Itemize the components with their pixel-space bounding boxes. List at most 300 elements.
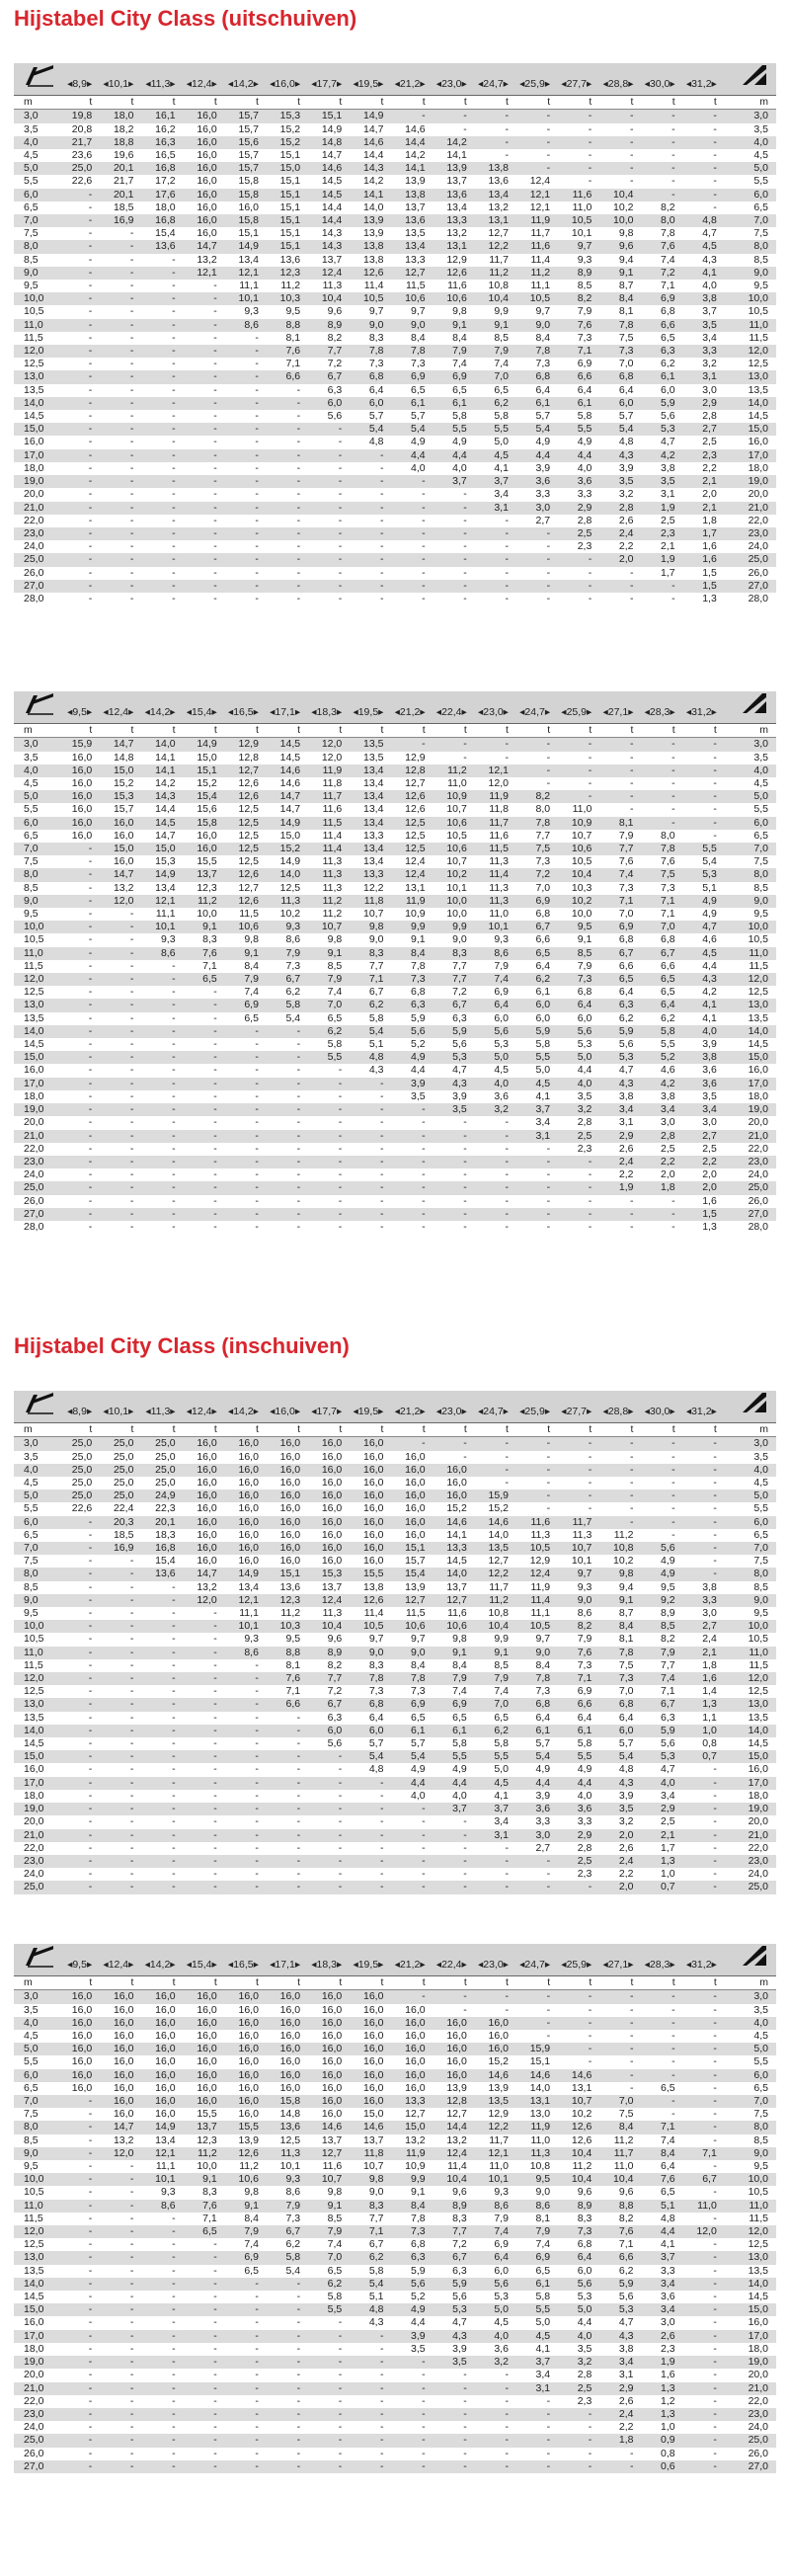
capacity-cell: 11,8: [303, 777, 345, 790]
capacity-cell: 16,0: [303, 1502, 345, 1515]
column-header: ◂17,7▸: [303, 63, 345, 96]
capacity-cell: 12,1: [136, 2147, 178, 2160]
capacity-cell: 5,8: [553, 410, 594, 423]
table-row: [14, 1620, 776, 1633]
arrow-right-icon: ▸: [670, 706, 675, 718]
capacity-cell: -: [512, 540, 553, 553]
radius-cell: 3,0: [14, 110, 53, 123]
capacity-cell: -: [636, 2017, 677, 2030]
capacity-cell: 8,4: [429, 1659, 470, 1672]
capacity-cell: 11,5: [386, 280, 428, 292]
capacity-cell: 11,3: [303, 882, 345, 895]
capacity-cell: 16,0: [136, 2108, 178, 2121]
radius-cell: 8,0: [720, 2121, 776, 2133]
arrow-left-icon: ◂: [270, 1959, 276, 1971]
capacity-cell: 16,9: [95, 214, 136, 227]
capacity-cell: 22,6: [53, 175, 95, 188]
capacity-cell: 15,1: [303, 110, 345, 123]
capacity-cell: -: [220, 1868, 262, 1881]
capacity-cell: 8,9: [553, 267, 594, 280]
capacity-cell: 15,8: [220, 189, 262, 201]
radius-cell: 8,0: [720, 868, 776, 881]
capacity-cell: 11,3: [303, 868, 345, 881]
radius-cell: 23,0: [14, 1156, 53, 1168]
arrow-left-icon: ◂: [311, 706, 317, 718]
capacity-cell: 1,8: [636, 1181, 677, 1194]
capacity-cell: -: [136, 1815, 178, 1828]
capacity-cell: -: [636, 790, 677, 803]
capacity-cell: 1,2: [636, 2395, 677, 2408]
capacity-cell: 5,0: [512, 1064, 553, 1077]
capacity-cell: -: [386, 1156, 428, 1168]
capacity-cell: -: [136, 2408, 178, 2421]
capacity-cell: 2,1: [678, 475, 720, 488]
capacity-cell: 16,0: [95, 2004, 136, 2017]
capacity-cell: -: [512, 1451, 553, 1464]
capacity-cell: 7,6: [179, 2200, 220, 2213]
table-row: [14, 921, 776, 933]
capacity-cell: 16,0: [262, 1477, 303, 1489]
table-row: [14, 488, 776, 501]
column-header: ◂21,2▸: [386, 1944, 428, 1976]
capacity-cell: -: [179, 1633, 220, 1646]
capacity-cell: -: [95, 2395, 136, 2408]
capacity-cell: 7,1: [636, 908, 677, 921]
radius-cell: 8,5: [720, 2134, 776, 2147]
arrow-left-icon: ◂: [519, 78, 525, 90]
table-row: [14, 2213, 776, 2225]
arrow-right-icon: ▸: [420, 706, 426, 718]
column-header: ◂12,4▸: [95, 691, 136, 724]
capacity-cell: 7,8: [512, 1672, 553, 1685]
radius-cell: 17,0: [720, 2330, 776, 2343]
capacity-cell: -: [53, 267, 95, 280]
radius-cell: 23,0: [720, 1855, 776, 1868]
capacity-cell: 10,2: [553, 2108, 594, 2121]
table-row: [14, 1672, 776, 1685]
capacity-cell: 14,2: [386, 149, 428, 162]
capacity-cell: 8,7: [594, 280, 636, 292]
radius-cell: 4,0: [720, 765, 776, 777]
capacity-cell: -: [136, 1712, 178, 1725]
capacity-cell: 13,1: [512, 2095, 553, 2108]
capacity-cell: -: [386, 2434, 428, 2447]
capacity-cell: 16,0: [345, 2043, 386, 2055]
capacity-cell: -: [136, 488, 178, 501]
capacity-cell: 16,0: [95, 830, 136, 843]
capacity-cell: -: [220, 2460, 262, 2473]
radius-cell: 4,0: [720, 2017, 776, 2030]
capacity-cell: 8,2: [303, 332, 345, 345]
capacity-cell: 2,0: [594, 1881, 636, 1893]
capacity-cell: 4,8: [345, 1051, 386, 1064]
table-row: [14, 515, 776, 527]
arrow-right-icon: ▸: [378, 1406, 384, 1417]
capacity-cell: 14,3: [303, 227, 345, 240]
capacity-cell: -: [220, 332, 262, 345]
capacity-cell: 16,0: [179, 2055, 220, 2068]
capacity-cell: 4,8: [594, 436, 636, 448]
radius-cell: 8,0: [720, 240, 776, 253]
capacity-cell: -: [678, 2343, 720, 2356]
capacity-cell: 14,4: [429, 2121, 470, 2133]
radius-cell: 24,0: [720, 1168, 776, 1181]
capacity-cell: 16,0: [303, 1990, 345, 2004]
capacity-cell: 16,0: [220, 2069, 262, 2082]
unit-cell: t: [594, 724, 636, 738]
capacity-cell: 7,9: [594, 830, 636, 843]
capacity-cell: 8,3: [345, 332, 386, 345]
table-row: [14, 1803, 776, 1815]
arrow-right-icon: ▸: [544, 1959, 551, 1971]
capacity-cell: 16,0: [95, 2030, 136, 2043]
capacity-cell: 4,4: [636, 2225, 677, 2238]
capacity-cell: -: [53, 1130, 95, 1143]
capacity-cell: 15,1: [262, 227, 303, 240]
capacity-cell: -: [429, 488, 470, 501]
radius-cell: 5,5: [720, 2055, 776, 2068]
capacity-cell: 4,0: [553, 462, 594, 475]
capacity-cell: 16,0: [220, 1477, 262, 1489]
radius-cell: 6,0: [14, 1516, 53, 1529]
capacity-cell: 11,7: [470, 2134, 512, 2147]
capacity-cell: -: [345, 462, 386, 475]
capacity-cell: -: [95, 2303, 136, 2316]
capacity-cell: 2,2: [678, 462, 720, 475]
arrow-left-icon: ◂: [311, 1406, 317, 1417]
arrow-left-icon: ◂: [685, 78, 692, 90]
capacity-cell: -: [220, 580, 262, 593]
capacity-cell: -: [386, 1829, 428, 1842]
capacity-cell: 17,2: [136, 175, 178, 188]
radius-cell: 11,0: [720, 319, 776, 332]
capacity-cell: 6,8: [512, 1698, 553, 1711]
capacity-cell: 2,1: [636, 1829, 677, 1842]
capacity-cell: 11,4: [512, 1594, 553, 1607]
table-row: [14, 1529, 776, 1542]
capacity-cell: -: [386, 1181, 428, 1194]
capacity-cell: 6,5: [220, 1012, 262, 1025]
capacity-cell: 4,9: [553, 436, 594, 448]
capacity-cell: -: [429, 1168, 470, 1181]
capacity-cell: -: [636, 1990, 677, 2004]
capacity-cell: 4,1: [678, 267, 720, 280]
capacity-cell: 16,0: [262, 2030, 303, 2043]
capacity-cell: 8,5: [303, 960, 345, 973]
capacity-cell: 3,8: [594, 2343, 636, 2356]
capacity-cell: -: [345, 1777, 386, 1790]
capacity-cell: 7,7: [429, 960, 470, 973]
capacity-cell: 14,6: [470, 1516, 512, 1529]
capacity-cell: -: [553, 2055, 594, 2068]
capacity-cell: 7,3: [345, 358, 386, 370]
column-header: ◂31,2▸: [678, 1391, 720, 1423]
capacity-cell: 1,0: [678, 1725, 720, 1737]
capacity-cell: 11,0: [470, 908, 512, 921]
table-row: [14, 1990, 776, 2004]
radius-cell: 13,5: [720, 1712, 776, 1725]
capacity-cell: 9,6: [594, 240, 636, 253]
radius-cell: 19,0: [720, 2356, 776, 2369]
capacity-cell: 7,4: [429, 358, 470, 370]
capacity-cell: 3,0: [678, 1607, 720, 1620]
capacity-cell: 20,1: [95, 189, 136, 201]
radius-cell: 11,0: [14, 947, 53, 960]
capacity-cell: 14,5: [303, 175, 345, 188]
capacity-cell: 5,9: [594, 2278, 636, 2291]
capacity-cell: 4,2: [636, 1078, 677, 1090]
capacity-cell: -: [179, 2369, 220, 2381]
arrow-right-icon: ▸: [86, 78, 93, 90]
capacity-cell: 10,4: [553, 2147, 594, 2160]
capacity-cell: -: [636, 1489, 677, 1502]
capacity-cell: -: [179, 1195, 220, 1208]
capacity-cell: -: [136, 1038, 178, 1051]
capacity-cell: 9,1: [429, 319, 470, 332]
capacity-cell: 0,8: [636, 2448, 677, 2460]
capacity-cell: -: [303, 2330, 345, 2343]
capacity-cell: -: [512, 553, 553, 566]
capacity-cell: 15,3: [136, 855, 178, 868]
capacity-cell: 13,4: [470, 189, 512, 201]
capacity-cell: 6,2: [594, 2265, 636, 2278]
capacity-cell: 6,4: [636, 999, 677, 1011]
capacity-cell: 4,0: [553, 1790, 594, 1803]
capacity-cell: 12,8: [220, 752, 262, 765]
radius-cell: 4,0: [14, 2017, 53, 2030]
capacity-cell: -: [345, 1868, 386, 1881]
radius-cell: 12,5: [14, 1685, 53, 1698]
column-header: ◂10,1▸: [95, 63, 136, 96]
capacity-cell: -: [136, 345, 178, 358]
capacity-cell: 11,4: [345, 280, 386, 292]
capacity-cell: 14,9: [220, 1568, 262, 1580]
radius-cell: 5,0: [720, 162, 776, 175]
capacity-cell: -: [95, 1685, 136, 1698]
capacity-cell: 15,2: [262, 123, 303, 136]
arrow-left-icon: ◂: [353, 1406, 358, 1417]
capacity-cell: -: [53, 567, 95, 580]
radius-cell: 6,0: [14, 2069, 53, 2082]
capacity-cell: -: [262, 1815, 303, 1828]
capacity-cell: 15,5: [345, 1568, 386, 1580]
capacity-cell: 12,5: [386, 843, 428, 855]
capacity-cell: -: [678, 2408, 720, 2421]
unit-cell: t: [303, 1976, 345, 1990]
capacity-cell: -: [678, 2082, 720, 2095]
capacity-cell: -: [220, 423, 262, 436]
capacity-cell: -: [53, 1790, 95, 1803]
capacity-cell: 10,6: [386, 292, 428, 305]
capacity-cell: 8,4: [512, 332, 553, 345]
capacity-cell: -: [136, 2213, 178, 2225]
capacity-cell: 8,2: [594, 2213, 636, 2225]
capacity-cell: -: [136, 2278, 178, 2291]
capacity-cell: 9,4: [594, 1581, 636, 1594]
capacity-cell: 5,5: [470, 423, 512, 436]
capacity-cell: 16,0: [345, 1555, 386, 1568]
capacity-cell: 12,2: [345, 882, 386, 895]
capacity-cell: 16,0: [179, 214, 220, 227]
capacity-cell: -: [136, 1685, 178, 1698]
radius-cell: 8,5: [720, 1581, 776, 1594]
arrow-right-icon: ▸: [461, 706, 467, 718]
radius-cell: 5,5: [720, 803, 776, 816]
capacity-cell: 14,4: [136, 803, 178, 816]
capacity-cell: -: [53, 2448, 95, 2460]
capacity-cell: 2,7: [512, 515, 553, 527]
capacity-cell: 16,0: [386, 1516, 428, 1529]
capacity-cell: -: [220, 475, 262, 488]
radius-cell: 13,0: [720, 1698, 776, 1711]
capacity-cell: 16,0: [345, 1516, 386, 1529]
capacity-cell: -: [53, 515, 95, 527]
capacity-cell: 7,6: [262, 345, 303, 358]
capacity-cell: -: [678, 2369, 720, 2381]
capacity-cell: -: [95, 397, 136, 410]
capacity-cell: 16,0: [179, 110, 220, 123]
capacity-cell: -: [594, 580, 636, 593]
capacity-cell: 18,0: [136, 201, 178, 214]
capacity-cell: -: [678, 1451, 720, 1464]
capacity-cell: 2,9: [553, 1829, 594, 1842]
capacity-cell: 6,1: [512, 1725, 553, 1737]
table-row: [14, 999, 776, 1011]
capacity-cell: -: [636, 2069, 677, 2082]
capacity-cell: 11,2: [262, 1607, 303, 1620]
arrow-left-icon: ◂: [353, 78, 358, 90]
capacity-cell: -: [470, 1221, 512, 1234]
capacity-cell: -: [53, 1647, 95, 1659]
capacity-cell: 13,7: [345, 2134, 386, 2147]
arrow-left-icon: ◂: [435, 1959, 442, 1971]
capacity-cell: 16,0: [429, 2069, 470, 2082]
capacity-cell: 12,6: [220, 790, 262, 803]
radius-cell: 12,0: [14, 2225, 53, 2238]
capacity-cell: -: [136, 973, 178, 986]
capacity-cell: 4,7: [429, 2316, 470, 2329]
unit-cell: m: [14, 724, 53, 738]
capacity-cell: 14,1: [386, 162, 428, 175]
capacity-cell: 10,9: [429, 790, 470, 803]
capacity-cell: -: [53, 1038, 95, 1051]
capacity-cell: 16,0: [303, 2043, 345, 2055]
capacity-cell: -: [53, 2291, 95, 2303]
capacity-cell: -: [95, 475, 136, 488]
capacity-cell: 6,8: [553, 2238, 594, 2251]
capacity-cell: 6,5: [386, 384, 428, 397]
arrow-left-icon: ◂: [685, 1406, 692, 1417]
capacity-cell: 11,9: [386, 2147, 428, 2160]
table-row: [14, 1195, 776, 1208]
table-row: [14, 227, 776, 240]
radius-cell: 4,5: [14, 777, 53, 790]
capacity-cell: 16,0: [345, 1437, 386, 1451]
capacity-cell: -: [678, 1502, 720, 1515]
capacity-cell: 11,2: [594, 2134, 636, 2147]
capacity-cell: -: [136, 1750, 178, 1763]
capacity-cell: -: [220, 2448, 262, 2460]
radius-cell: 4,5: [14, 1477, 53, 1489]
capacity-cell: 4,8: [678, 214, 720, 227]
capacity-cell: 7,3: [262, 2213, 303, 2225]
capacity-cell: 6,8: [386, 986, 428, 999]
capacity-cell: -: [262, 553, 303, 566]
capacity-cell: -: [53, 973, 95, 986]
capacity-cell: 6,9: [429, 370, 470, 383]
capacity-cell: -: [136, 1594, 178, 1607]
capacity-cell: 12,1: [179, 267, 220, 280]
capacity-cell: -: [179, 2460, 220, 2473]
capacity-cell: 6,9: [386, 1698, 428, 1711]
capacity-cell: -: [429, 2369, 470, 2381]
capacity-cell: 8,4: [386, 947, 428, 960]
capacity-cell: 3,6: [636, 2291, 677, 2303]
capacity-cell: 3,8: [594, 1090, 636, 1103]
radius-cell: 10,5: [14, 1633, 53, 1646]
capacity-cell: -: [95, 2369, 136, 2381]
arrow-right-icon: ▸: [170, 78, 176, 90]
capacity-cell: -: [220, 1103, 262, 1116]
table-row: [14, 1502, 776, 1515]
capacity-cell: 13,2: [429, 2134, 470, 2147]
capacity-cell: 5,4: [345, 1750, 386, 1763]
radius-cell: 13,5: [720, 1012, 776, 1025]
capacity-cell: 16,0: [179, 1477, 220, 1489]
capacity-cell: 13,9: [386, 175, 428, 188]
capacity-cell: 6,4: [594, 1712, 636, 1725]
arrow-left-icon: ◂: [103, 706, 109, 718]
capacity-cell: 16,0: [386, 1464, 428, 1477]
radius-cell: 6,5: [720, 830, 776, 843]
capacity-cell: 11,6: [303, 803, 345, 816]
arrow-right-icon: ▸: [211, 1406, 217, 1417]
capacity-cell: 16,0: [53, 2055, 95, 2068]
radius-cell: 7,0: [720, 1542, 776, 1555]
radius-cell: 10,0: [720, 921, 776, 933]
radius-cell: 23,0: [720, 2408, 776, 2421]
capacity-cell: -: [345, 1842, 386, 1855]
unit-cell: t: [220, 1423, 262, 1437]
capacity-cell: -: [220, 1051, 262, 1064]
capacity-cell: 9,7: [345, 305, 386, 318]
capacity-cell: -: [678, 2069, 720, 2082]
capacity-cell: 4,1: [678, 1012, 720, 1025]
capacity-cell: 12,1: [512, 201, 553, 214]
unit-cell: t: [95, 1423, 136, 1437]
capacity-cell: 16,0: [220, 1502, 262, 1515]
capacity-cell: -: [594, 1451, 636, 1464]
capacity-cell: 13,8: [345, 240, 386, 253]
capacity-cell: 10,7: [553, 830, 594, 843]
capacity-cell: 16,0: [220, 1529, 262, 1542]
capacity-cell: 9,7: [512, 305, 553, 318]
capacity-cell: 4,1: [678, 999, 720, 1011]
capacity-cell: 16,0: [179, 2004, 220, 2017]
radius-cell: 3,5: [720, 123, 776, 136]
capacity-cell: -: [303, 1221, 345, 1234]
capacity-cell: -: [512, 110, 553, 123]
capacity-cell: 3,0: [678, 1116, 720, 1129]
capacity-cell: 8,2: [553, 1620, 594, 1633]
radius-cell: 10,0: [720, 1620, 776, 1633]
capacity-cell: 9,5: [553, 921, 594, 933]
capacity-cell: -: [53, 960, 95, 973]
capacity-cell: 7,1: [594, 895, 636, 908]
radius-cell: 8,5: [14, 254, 53, 267]
capacity-cell: 15,1: [220, 227, 262, 240]
capacity-cell: 4,5: [470, 1777, 512, 1790]
